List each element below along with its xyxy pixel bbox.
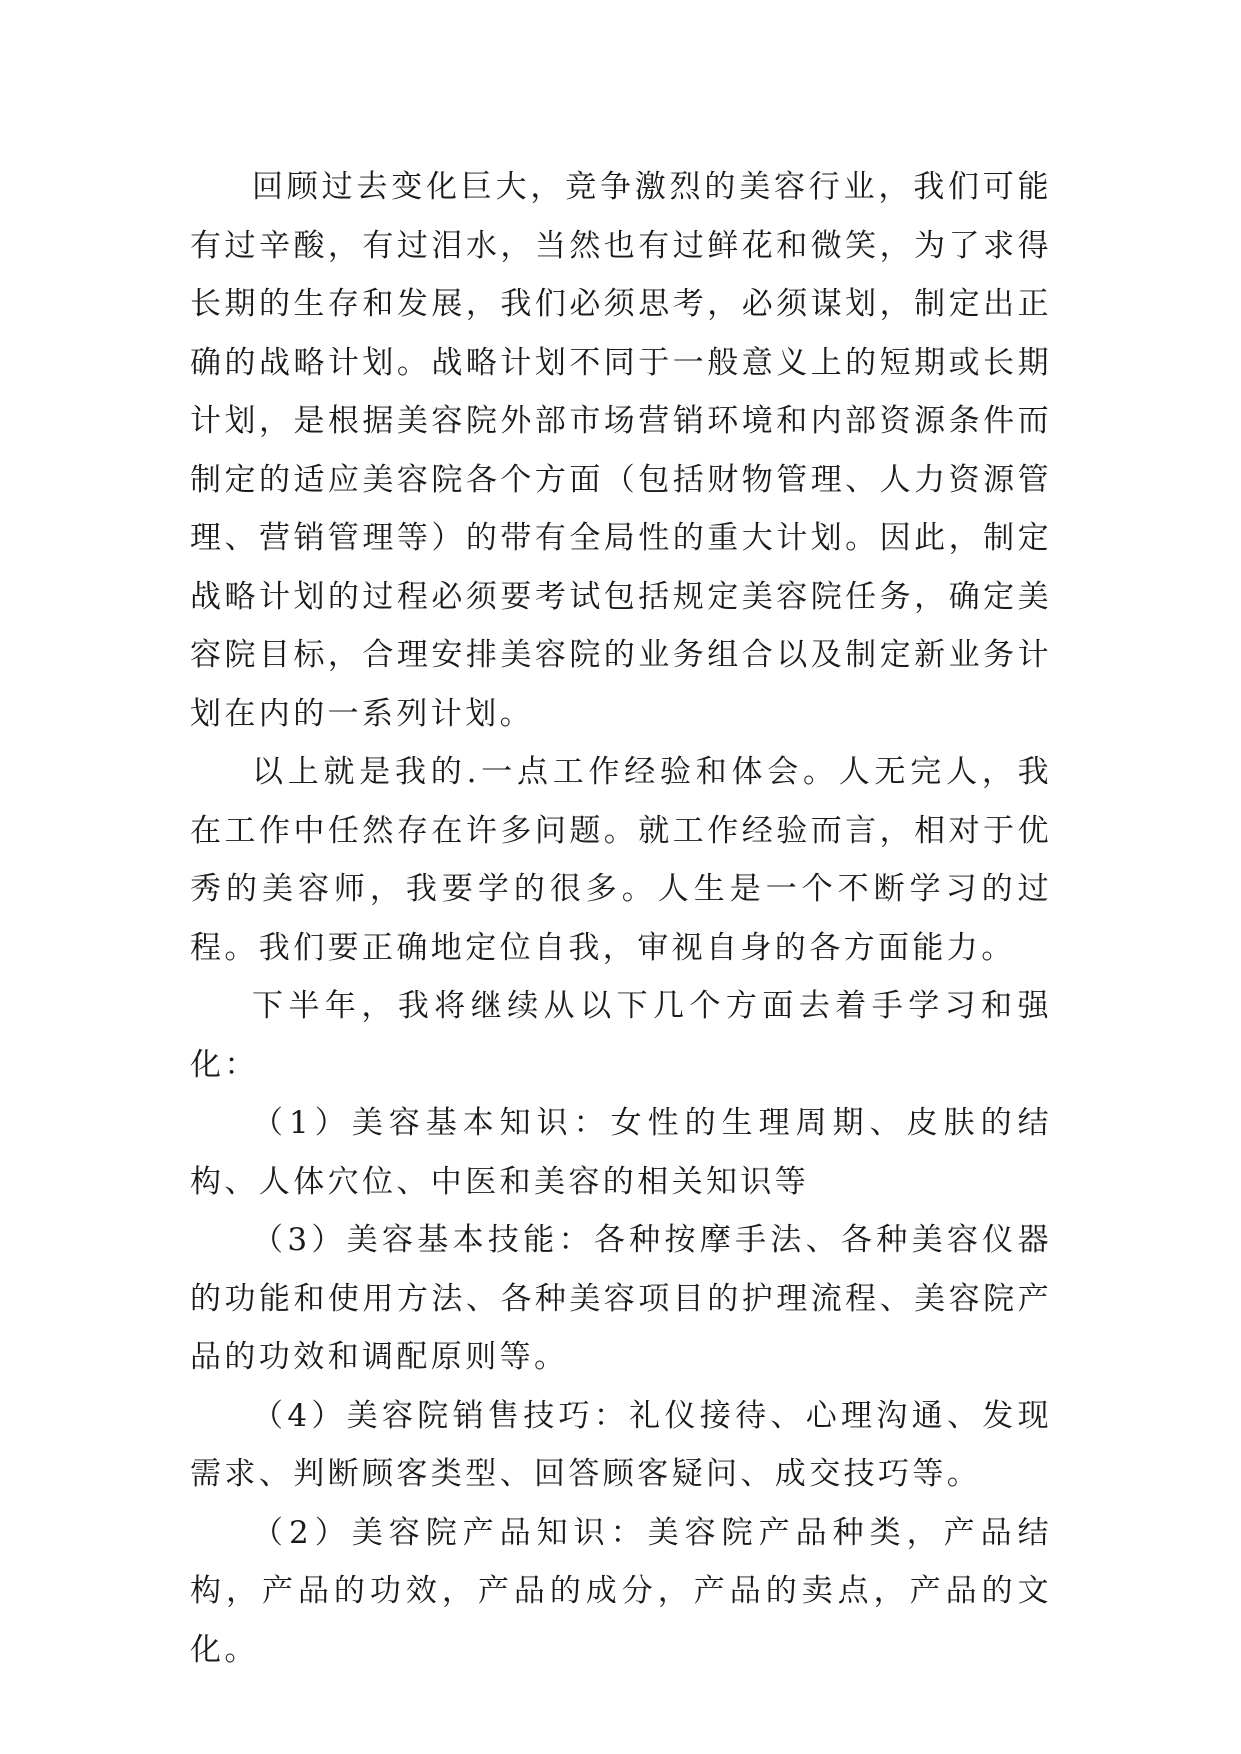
paragraph-second-half-intro: 下半年，我将继续从以下几个方面去着手学习和强化： xyxy=(190,988,1052,1083)
list-item-basic-knowledge: （1）美容基本知识：女性的生理周期、皮肤的结构、人体穴位、中医和美容的相关知识等 xyxy=(190,1105,1052,1200)
list-item-sales-skills: （4）美容院销售技巧：礼仪接待、心理沟通、发现需求、判断顾客类型、回答顾客疑问、成交技巧等。 xyxy=(190,1397,1052,1492)
list-item-basic-skills: （3）美容基本技能：各种按摩手法、各种美容仪器的功能和使用方法、各种美容项目的护理流程、美容院产品的功效和调配原则等。 xyxy=(190,1222,1052,1375)
list-item-product-knowledge: （2）美容院产品知识：美容院产品种类，产品结构，产品的功效，产品的成分，产品的卖点，产品的文化。 xyxy=(190,1514,1052,1668)
paragraph-experience: 以上就是我的.一点工作经验和体会。人无完人，我在工作中任然存在许多问题。就工作经验而言，相对于优秀的美容师，我要学的很多。人生是一个不断学习的过程。我们要正确地定位自我，审视自身的各方面能力。 xyxy=(190,754,1052,966)
paragraph-strategy-plan: 回顾过去变化巨大，竞争激烈的美容行业，我们可能有过辛酸，有过泪水，当然也有过鲜花和微笑，为了求得长期的生存和发展，我们必须思考，必须谋划，制定出正确的战略计划。战略计划不同于一般意义上的短期或长期计划，是根据美容院外部市场营销环境和内部资源条件而制定的适应美容院各个方面（包括财物管理、人力资源管理、营销管理等）的带有全局性的重大计划。因此，制定战略计划的过程必须要考试包括规定美容院任务，确定美容院目标，合理安排美容院的业务组合以及制定新业务计划在内的一系列计划。 xyxy=(190,169,1052,732)
document-body xyxy=(190,158,1052,1679)
